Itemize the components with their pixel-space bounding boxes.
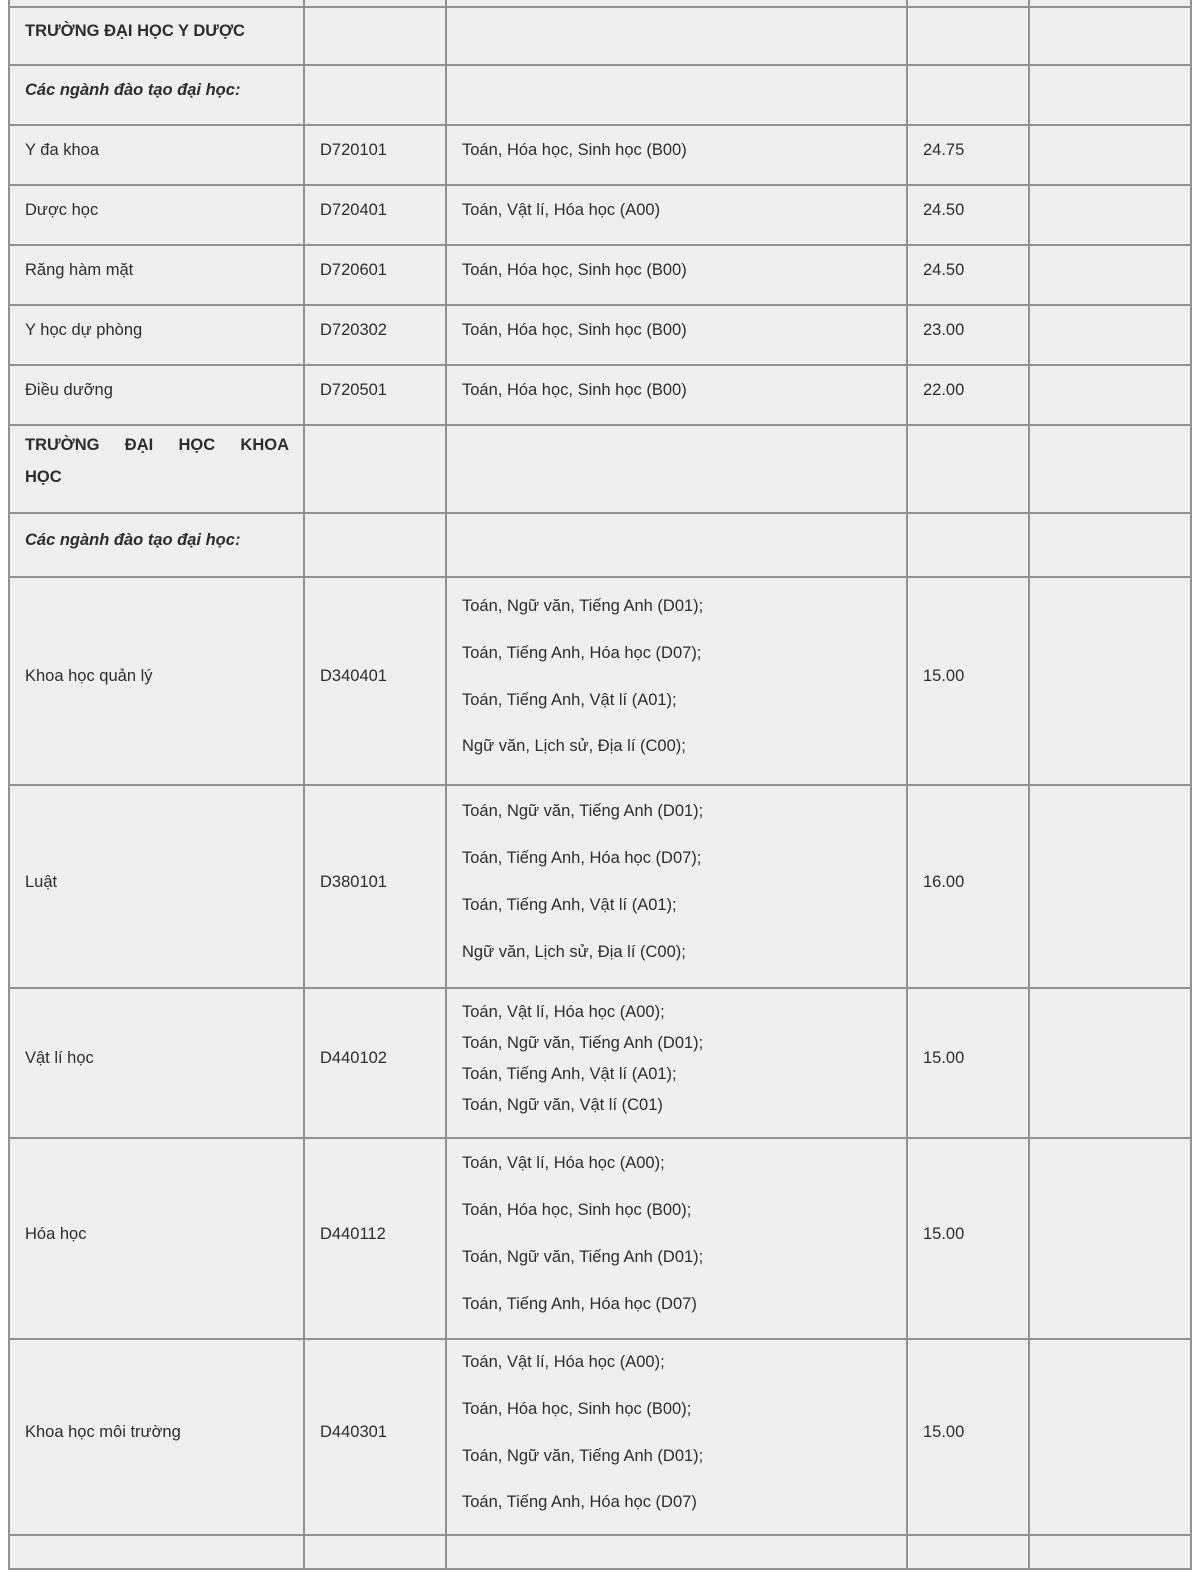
empty-cell [907, 65, 1029, 125]
note-row [9, 65, 1191, 125]
empty-cell [907, 0, 1029, 7]
subject-combo: Toán, Hóa học, Sinh học (B00); [462, 1399, 692, 1418]
program-code-cell: D380101 [304, 785, 446, 988]
subject-combo: Toán, Tiếng Anh, Hóa học (D07) [462, 1294, 697, 1313]
empty-cell [446, 0, 907, 7]
empty-cell [304, 513, 446, 577]
empty-cell [1029, 513, 1191, 577]
subjects-cell [446, 125, 907, 185]
empty-cell [446, 65, 907, 125]
subject-combo: Toán, Ngữ văn, Tiếng Anh (D01); [462, 802, 704, 821]
empty-cell [304, 0, 446, 7]
empty-cell [304, 1535, 446, 1569]
program-code-cell: D720501 [304, 365, 446, 425]
empty-cell [304, 65, 446, 125]
program-name-cell: Hóa học [9, 1138, 304, 1339]
subject-combo: Toán, Tiếng Anh, Hóa học (D07) [462, 1493, 697, 1512]
note-cell [1029, 245, 1191, 305]
program-name-cell: Vật lí học [9, 988, 304, 1138]
note-title: Các ngành đào tạo đại học: [9, 65, 304, 125]
empty-cell [446, 425, 907, 513]
program-row [9, 365, 1191, 425]
program-row [9, 245, 1191, 305]
score-cell: 16.00 [907, 785, 1029, 988]
empty-cell [907, 7, 1029, 65]
subject-combo: Toán, Tiếng Anh, Hóa học (D07); [462, 849, 702, 868]
score-cell: 15.00 [907, 988, 1029, 1138]
subject-combo: Toán, Ngữ văn, Vật lí (C01) [462, 1096, 663, 1114]
section-title: TRƯỜNG ĐẠI HỌC KHOA HỌC [9, 425, 304, 513]
partial-row-top [9, 0, 1191, 7]
empty-cell [9, 0, 304, 7]
section-header-row [9, 425, 1191, 513]
subject-combo: Toán, Ngữ văn, Tiếng Anh (D01); [462, 1034, 704, 1052]
program-name-cell: Y học dự phòng [9, 305, 304, 365]
subjects-cell [446, 988, 907, 1138]
program-row [9, 125, 1191, 185]
program-code-cell: D440301 [304, 1339, 446, 1535]
subject-combo: Toán, Tiếng Anh, Vật lí (A01); [462, 896, 677, 914]
subject-combo: Toán, Vật lí, Hóa học (A00); [462, 1352, 665, 1371]
note-cell [1029, 988, 1191, 1138]
admission-score-table-wrap [8, 0, 1192, 1570]
empty-cell [1029, 7, 1191, 65]
admission-score-table [8, 0, 1192, 1570]
score-cell: 24.50 [907, 185, 1029, 245]
subject-combo: Toán, Vật lí, Hóa học (A00); [462, 1154, 665, 1173]
program-row [9, 185, 1191, 245]
program-code-cell: D720101 [304, 125, 446, 185]
subject-combo: Toán, Hóa học, Sinh học (B00) [462, 141, 687, 160]
empty-cell [304, 7, 446, 65]
note-cell [1029, 1138, 1191, 1339]
program-row [9, 1138, 1191, 1339]
program-name-cell: Răng hàm mặt [9, 245, 304, 305]
score-cell: 23.00 [907, 305, 1029, 365]
note-row [9, 513, 1191, 577]
subjects-cell [446, 185, 907, 245]
empty-cell [907, 1535, 1029, 1569]
program-name-cell: Dược học [9, 185, 304, 245]
program-code-cell: D340401 [304, 577, 446, 785]
subjects-cell [446, 245, 907, 305]
program-name-cell: Khoa học môi trường [9, 1339, 304, 1535]
program-name-cell: Luật [9, 785, 304, 988]
program-code-cell: D720302 [304, 305, 446, 365]
note-cell [1029, 125, 1191, 185]
section-title: TRƯỜNG ĐẠI HỌC Y DƯỢC [9, 7, 304, 65]
subject-combo: Toán, Tiếng Anh, Hóa học (D07); [462, 643, 702, 662]
note-title: Các ngành đào tạo đại học: [9, 513, 304, 577]
empty-cell [304, 425, 446, 513]
subject-combo: Toán, Tiếng Anh, Vật lí (A01); [462, 1065, 677, 1083]
program-name-cell: Khoa học quản lý [9, 577, 304, 785]
subjects-cell [446, 365, 907, 425]
score-cell: 15.00 [907, 577, 1029, 785]
empty-cell [1029, 65, 1191, 125]
score-cell: 15.00 [907, 1138, 1029, 1339]
subject-combo: Ngữ văn, Lịch sử, Địa lí (C00); [462, 942, 686, 961]
empty-cell [907, 425, 1029, 513]
empty-cell [9, 1535, 304, 1569]
program-row [9, 1339, 1191, 1535]
program-code-cell: D440102 [304, 988, 446, 1138]
empty-cell [1029, 1535, 1191, 1569]
subjects-cell [446, 577, 907, 785]
note-cell [1029, 785, 1191, 988]
score-cell: 24.75 [907, 125, 1029, 185]
note-cell [1029, 1339, 1191, 1535]
subject-combo: Ngữ văn, Lịch sử, Địa lí (C00); [462, 737, 686, 756]
subject-combo: Toán, Ngữ văn, Tiếng Anh (D01); [462, 1248, 704, 1266]
subject-combo: Toán, Vật lí, Hóa học (A00) [462, 201, 661, 220]
empty-cell [1029, 0, 1191, 7]
subjects-cell [446, 305, 907, 365]
subject-combo: Toán, Hóa học, Sinh học (B00); [462, 1201, 692, 1220]
note-cell [1029, 185, 1191, 245]
program-row [9, 305, 1191, 365]
program-name-cell: Y đa khoa [9, 125, 304, 185]
empty-cell [446, 7, 907, 65]
score-cell: 22.00 [907, 365, 1029, 425]
subject-combo: Toán, Tiếng Anh, Vật lí (A01); [462, 690, 677, 709]
empty-cell [1029, 425, 1191, 513]
subjects-cell [446, 1138, 907, 1339]
program-code-cell: D720401 [304, 185, 446, 245]
program-row [9, 785, 1191, 988]
note-cell [1029, 577, 1191, 785]
subject-combo: Toán, Hóa học, Sinh học (B00) [462, 381, 687, 400]
program-code-cell: D440112 [304, 1138, 446, 1339]
score-cell: 24.50 [907, 245, 1029, 305]
program-row [9, 988, 1191, 1138]
program-name-cell: Điều dưỡng [9, 365, 304, 425]
score-cell: 15.00 [907, 1339, 1029, 1535]
subject-combo: Toán, Hóa học, Sinh học (B00) [462, 261, 687, 280]
subjects-cell [446, 785, 907, 988]
subject-combo: Toán, Ngữ văn, Tiếng Anh (D01); [462, 596, 704, 615]
note-cell [1029, 365, 1191, 425]
subject-combo: Toán, Vật lí, Hóa học (A00); [462, 1003, 665, 1021]
section-header-row [9, 7, 1191, 65]
partial-row-bottom [9, 1535, 1191, 1569]
empty-cell [446, 1535, 907, 1569]
subjects-cell [446, 1339, 907, 1535]
empty-cell [446, 513, 907, 577]
subject-combo: Toán, Hóa học, Sinh học (B00) [462, 321, 687, 340]
subject-combo: Toán, Ngữ văn, Tiếng Anh (D01); [462, 1446, 704, 1465]
note-cell [1029, 305, 1191, 365]
program-row [9, 577, 1191, 785]
empty-cell [907, 513, 1029, 577]
program-code-cell: D720601 [304, 245, 446, 305]
